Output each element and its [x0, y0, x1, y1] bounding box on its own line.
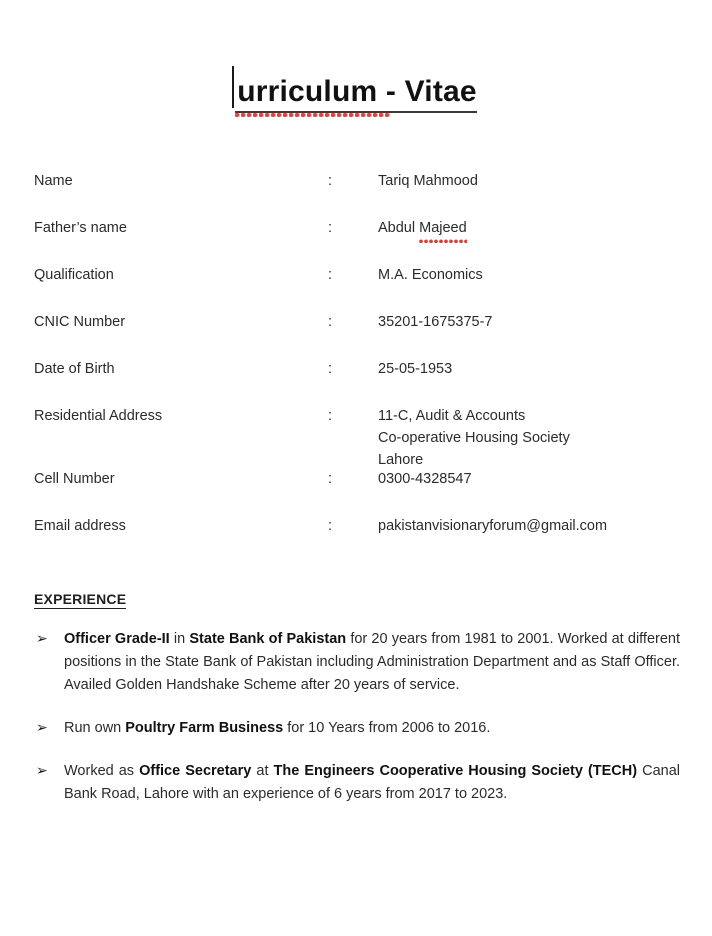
field-separator: :	[328, 267, 333, 283]
field-separator: :	[328, 471, 333, 487]
address-line-2: Co-operative Housing Society	[378, 430, 570, 446]
field-value: M.A. Economics	[378, 267, 483, 283]
experience-item	[34, 760, 680, 806]
field-label: Cell Number	[34, 471, 115, 487]
field-row-email-address	[34, 515, 678, 534]
experience-item-text	[64, 631, 680, 693]
field-value: Tariq Mahmood	[378, 173, 478, 189]
text-caret	[232, 66, 234, 108]
field-label: Qualification	[34, 267, 114, 283]
experience-list	[34, 628, 680, 806]
field-label: Name	[34, 173, 73, 189]
field-label: CNIC Number	[34, 314, 126, 330]
title-underline	[235, 111, 477, 113]
title-wrapper	[235, 72, 477, 114]
arrow-bullet-icon: ➢	[36, 719, 48, 735]
bold-run: Office Secretary	[139, 763, 252, 779]
field-value: 0300-4328547	[378, 471, 472, 487]
text-run: for 20 years from 1981 to 2001. Worked at different positions in the State Bank of Pakistan including Administration Department and as Staff Officer. Availed Golden Handshake Scheme after 20 years of service.	[64, 631, 681, 693]
field-value: pakistanvisionaryforum@gmail.com	[378, 518, 608, 534]
text-run: in	[169, 631, 190, 647]
experience-item-text	[64, 763, 680, 802]
field-value: 35201-1675375-7	[378, 314, 493, 330]
experience-item-text	[64, 720, 490, 736]
field-row-date-of-birth	[34, 358, 678, 377]
field-label: Email address	[34, 518, 126, 534]
arrow-bullet-icon: ➢	[36, 762, 48, 778]
field-label: Residential Address	[34, 408, 163, 424]
address-line-1: 11-C, Audit & Accounts	[378, 408, 526, 424]
field-separator: :	[328, 518, 333, 534]
field-row-cell-number	[34, 468, 678, 487]
bold-run: The Engineers Cooperative Housing Society (TECH)	[273, 763, 638, 779]
text-run: for 10 Years from 2006 to 2016.	[283, 720, 491, 736]
experience-item	[34, 717, 680, 740]
document-title-block	[0, 72, 712, 114]
address-line-3: Lahore	[378, 452, 424, 468]
field-separator: :	[328, 361, 333, 377]
experience-item	[34, 628, 680, 697]
field-value	[378, 217, 467, 239]
misspelled-word: Majeed	[419, 217, 467, 239]
bold-run: Officer Grade-II	[64, 631, 170, 647]
field-label: Father’s name	[34, 220, 127, 236]
text-run: Canal Bank Road, Lahore with an experience of 6 years from 2017 to 2023.	[64, 763, 681, 802]
personal-info-table	[34, 170, 678, 562]
field-separator: :	[328, 173, 333, 189]
bold-run: Poultry Farm Business	[125, 720, 284, 736]
bold-run: State Bank of Pakistan	[189, 631, 347, 647]
field-separator: :	[328, 314, 333, 330]
field-value-first-part: Abdul	[378, 220, 420, 236]
field-value: 25-05-1953	[378, 361, 453, 377]
arrow-bullet-icon: ➢	[36, 630, 48, 646]
field-row-name	[34, 170, 678, 189]
field-row-residential-address	[34, 405, 678, 468]
field-row-cnic-number	[34, 311, 678, 330]
field-separator: :	[328, 220, 333, 236]
field-value	[378, 405, 570, 471]
text-run: Run own	[64, 720, 126, 736]
field-row-qualification	[34, 264, 678, 283]
field-row-fathers-name	[34, 217, 678, 236]
field-separator: :	[328, 408, 333, 424]
field-label: Date of Birth	[34, 361, 115, 377]
text-run: Worked as	[64, 763, 140, 779]
text-run: at	[251, 763, 274, 779]
page-title[interactable]: urriculum - Vitae	[237, 75, 477, 108]
experience-heading: EXPERIENCE	[34, 591, 127, 607]
